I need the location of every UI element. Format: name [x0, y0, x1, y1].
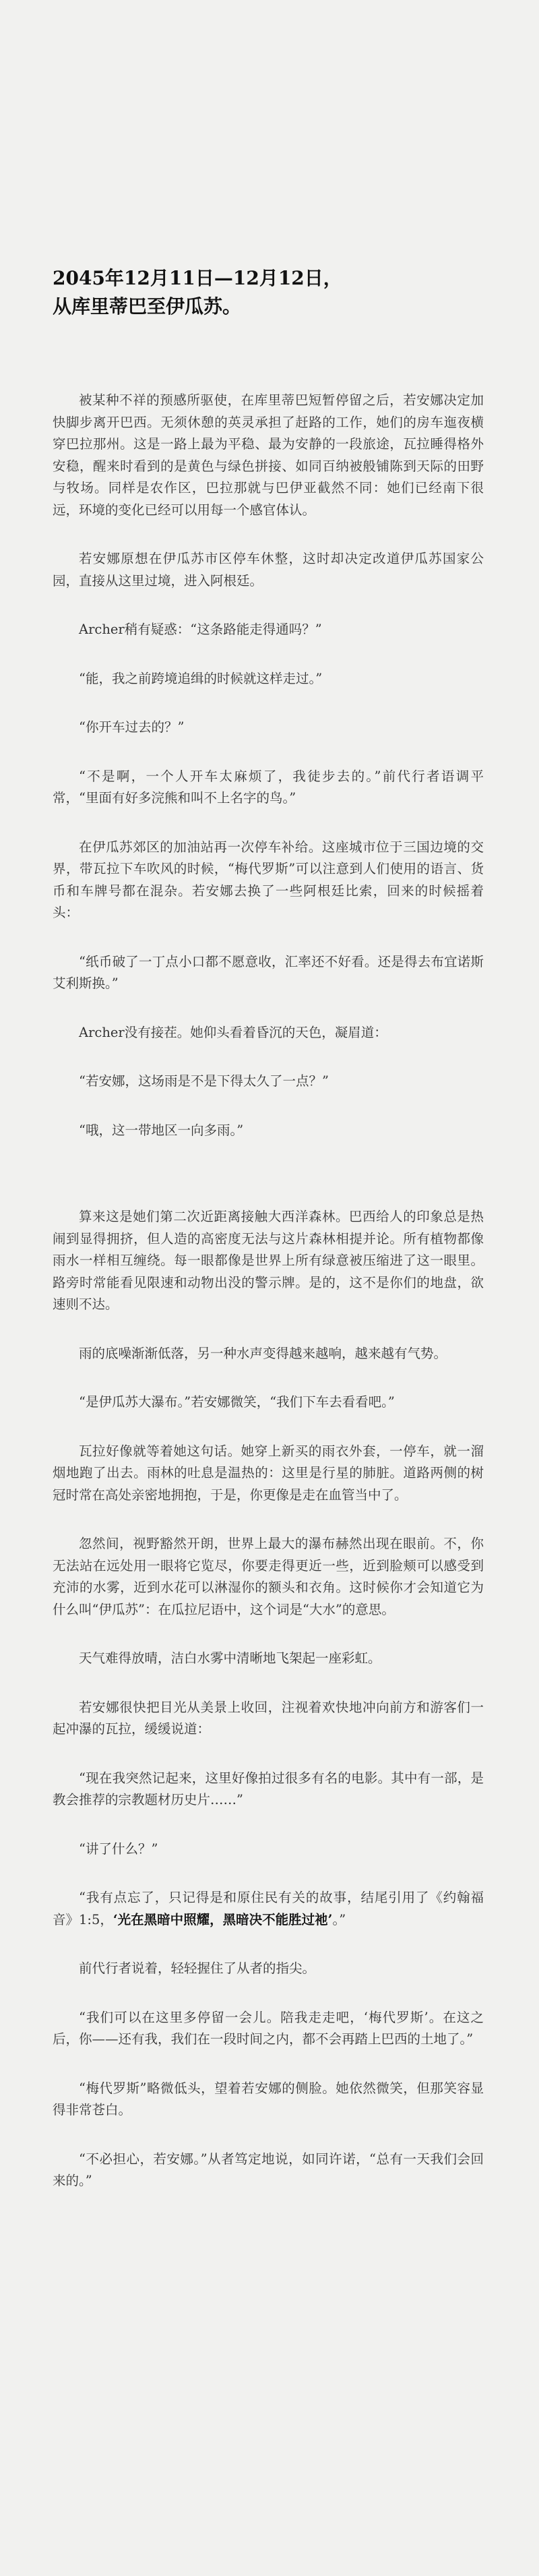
quote-outro: 。” [332, 1911, 346, 1927]
paragraph: “你开车过去的？” [79, 719, 185, 735]
paragraph: 被某种不祥的预感所驱使，在库里蒂巴短暂停留之后，若安娜决定加快脚步离开巴西。无须休憩的英灵承担了赶路的工作，她们的房车迤夜横穿巴拉那州。这是一路上最为平稳、最为安静的一段旅途，瓦拉睡得格外安稳，醒来时看到的是黄色与绿色拼接、如同百纳被般铺陈到天际的田野与牧场。同样是农作区，巴拉那就与巴伊亚截然不同：她们已经南下很远，环境的变化已经可以用每一个感官体认。 [53, 392, 484, 518]
paragraph: 算来这是她们第二次近距离接触大西洋森林。巴西给人的印象总是热闹到显得拥挤，但人造的高密度无法与这片森林相提并论。所有植物都像雨水一样相互缠绕。每一眼都像是世界上所有绿意被压缩进了这一眼里。路旁时常能看见限速和动物出没的警示牌。是的，这不是你们的地盘，欲速则不达。 [53, 1209, 484, 1312]
paragraph-with-quote [53, 1887, 484, 1931]
section-gap [53, 1168, 484, 1206]
paragraph: “现在我突然记起来，这里好像拍过很多有名的电影。其中有一部，是教会推荐的宗教题材历史片……” [53, 1770, 484, 1807]
paragraph: “不必担心，若安娜。”从者笃定地说，如同许诺，“总有一天我们会回来的。” [53, 2151, 484, 2188]
bible-quote: ‘光在黑暗中照耀，黑暗决不能胜过祂’ [113, 1911, 333, 1927]
paragraph: “纸币破了一丁点小口都不愿意收，汇率还不好看。还是得去布宜诺斯艾利斯换。” [53, 953, 484, 991]
paragraph: “是伊瓜苏大瀑布。”若安娜微笑，“我们下车去看看吧。” [79, 1394, 395, 1410]
title-line-2: 从库里蒂巴至伊瓜苏。 [53, 295, 242, 318]
article-title [53, 264, 484, 321]
quote-intro: “我有点忘了，只记得是和原住民有关的故事，结尾引用了《约翰福音》1:5， [53, 1890, 484, 1927]
paragraph: “能，我之前跨境追缉的时候就这样走过。” [79, 670, 323, 686]
paragraph: “若安娜，这场雨是不是下得太久了一点？” [79, 1073, 329, 1089]
paragraph: 在伊瓜苏郊区的加油站再一次停车补给。这座城市位于三国边境的交界，带瓦拉下车吹风的时候，“梅代罗斯”可以注意到人们使用的语言、货币和车牌号都在混杂。若安娜去换了一些阿根廷比索，回来的时候摇着头： [53, 839, 484, 920]
paragraph: 雨的底噪渐渐低落，另一种水声变得越来越响，越来越有气势。 [79, 1345, 447, 1361]
paragraph: “梅代罗斯”略微低头，望着若安娜的侧脸。她依然微笑，但那笑容显得非常苍白。 [53, 2080, 484, 2118]
paragraph: “讲了什么？” [79, 1840, 158, 1857]
paragraph: 前代行者说着，轻轻握住了从者的指尖。 [79, 1960, 316, 1976]
paragraph: 若安娜很快把目光从美景上收回，注视着欢快地冲向前方和游客们一起冲瀑的瓦拉，缓缓说道： [53, 1699, 484, 1737]
paragraph: “不是啊，一个人开车太麻烦了，我徒步去的。”前代行者语调平常，“里面有好多浣熊和叫不上名字的鸟。” [53, 768, 484, 806]
paragraph: “哦，这一带地区一向多雨。” [79, 1122, 244, 1138]
paragraph: Archer没有接茬。她仰头看着昏沉的天色，凝眉道： [79, 1024, 387, 1040]
paragraph: 若安娜原想在伊瓜苏市区停车休整，这时却决定改道伊瓜苏国家公园，直接从这里过境，进入阿根廷。 [53, 551, 484, 589]
article-body [53, 390, 484, 2192]
title-line-1: 2045年12月11日—12月12日， [53, 267, 342, 289]
paragraph: Archer稍有疑惑：“这条路能走得通吗？” [79, 622, 322, 637]
paragraph: 天气难得放晴，洁白水雾中清晰地飞架起一座彩虹。 [79, 1650, 381, 1666]
paragraph: 瓦拉好像就等着她这句话。她穿上新买的雨衣外套，一停车，就一溜烟地跑了出去。雨林的吐息是温热的：这里是行星的肺脏。道路两侧的树冠时常在高处亲密地拥抱，于是，你更像是走在血管当中了。 [53, 1443, 484, 1503]
paragraph: “我们可以在这里多停留一会儿。陪我走走吧，‘梅代罗斯’。在这之后，你——还有我，我们在一段时间之内，都不会再踏上巴西的土地了。” [53, 2009, 484, 2047]
paragraph: 忽然间，视野豁然开朗，世界上最大的瀑布赫然出现在眼前。不，你无法站在远处用一眼将它览尽，你要走得更近一些，近到脸颊可以感受到充沛的水雾，近到水花可以淋湿你的额头和衣角。这时候你才会知道它为什么叫“伊瓜苏”：在瓜拉尼语中，这个词是“大水”的意思。 [53, 1536, 484, 1617]
